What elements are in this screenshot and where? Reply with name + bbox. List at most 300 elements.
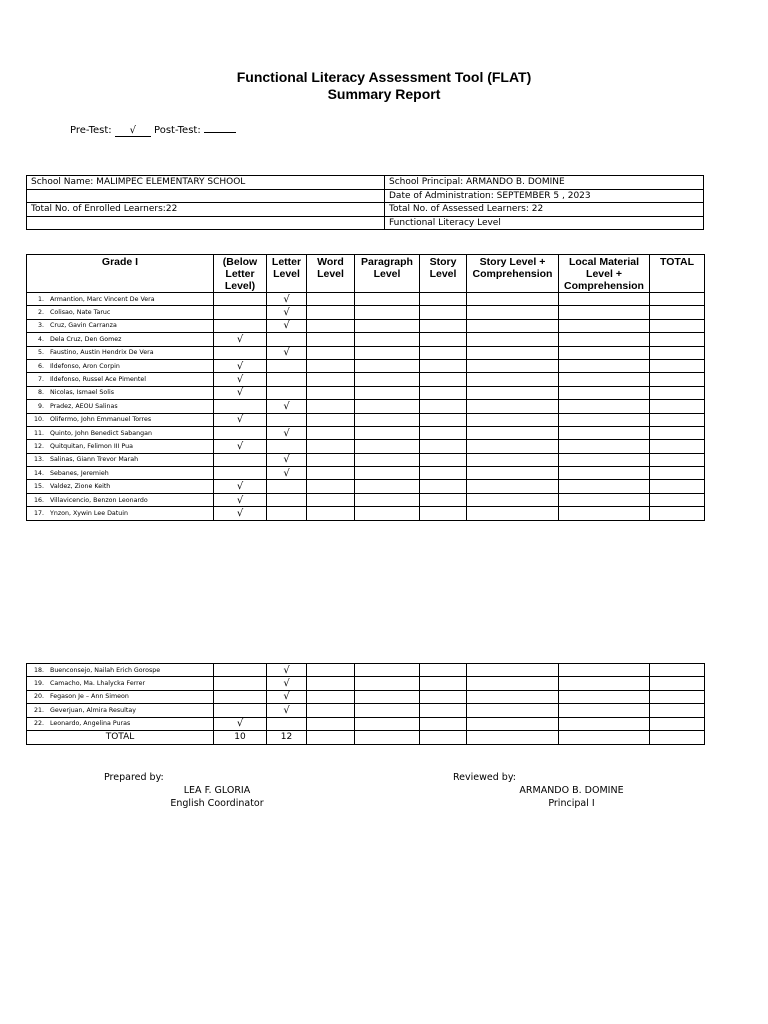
learner-name: Leonardo, Angelina Puras xyxy=(50,720,131,728)
level-check-cell xyxy=(307,413,355,426)
level-check-cell xyxy=(559,346,650,359)
level-check-cell xyxy=(355,386,420,399)
level-check-cell xyxy=(559,306,650,319)
level-check-cell xyxy=(307,717,355,730)
level-check-cell xyxy=(467,440,559,453)
level-check-cell: √ xyxy=(267,690,307,703)
learner-name-cell xyxy=(27,413,214,426)
level-check-cell xyxy=(467,664,559,677)
learner-name: Ildefonso, Aron Corpin xyxy=(50,362,120,370)
level-check-cell xyxy=(650,386,705,399)
level-check-cell xyxy=(559,480,650,493)
level-check-cell xyxy=(267,373,307,386)
level-check-cell xyxy=(355,413,420,426)
header-story: Story Level xyxy=(420,255,467,293)
level-check-cell xyxy=(467,704,559,717)
level-check-cell xyxy=(559,690,650,703)
enrolled-learners: Total No. of Enrolled Learners:22 xyxy=(27,203,385,217)
level-check-cell: √ xyxy=(267,453,307,466)
level-check-cell xyxy=(559,704,650,717)
level-check-cell xyxy=(467,413,559,426)
learner-name: Villavicencio, Benzon Leonardo xyxy=(50,496,148,504)
level-check-cell xyxy=(650,480,705,493)
learner-name: Valdez, Zione Keith xyxy=(50,483,111,491)
level-check-cell: √ xyxy=(267,293,307,306)
level-check-cell xyxy=(355,493,420,506)
assessment-table-continued xyxy=(26,663,705,745)
level-check-cell xyxy=(467,717,559,730)
level-check-cell xyxy=(467,426,559,439)
learner-name-cell xyxy=(27,386,214,399)
level-check-cell xyxy=(650,690,705,703)
learner-name: Geverjuan, Almira Resultay xyxy=(50,706,136,714)
level-check-cell xyxy=(214,400,267,413)
pretest-label: Pre-Test: xyxy=(70,125,112,136)
header-total: TOTAL xyxy=(650,255,705,293)
level-check-cell xyxy=(267,480,307,493)
level-check-cell xyxy=(559,293,650,306)
level-check-cell: √ xyxy=(267,319,307,332)
learner-name: Ildefonso, Russel Ace Pimentel xyxy=(50,376,146,384)
level-check-cell xyxy=(650,493,705,506)
learner-number: 20. xyxy=(33,693,44,701)
level-check-cell xyxy=(467,373,559,386)
learner-number: 4. xyxy=(37,335,44,343)
level-check-cell xyxy=(559,717,650,730)
level-check-cell xyxy=(420,677,467,690)
level-check-cell: √ xyxy=(214,373,267,386)
level-check-cell xyxy=(467,319,559,332)
learner-row xyxy=(27,690,705,703)
level-check-cell xyxy=(307,306,355,319)
level-check-cell xyxy=(267,507,307,520)
learner-name-cell xyxy=(27,704,214,717)
level-check-cell xyxy=(467,386,559,399)
level-check-cell xyxy=(467,467,559,480)
learner-number: 11. xyxy=(33,429,44,437)
level-check-cell xyxy=(267,333,307,346)
level-check-cell xyxy=(307,467,355,480)
level-check-cell xyxy=(307,346,355,359)
level-check-cell xyxy=(467,333,559,346)
level-check-cell xyxy=(650,373,705,386)
learner-row xyxy=(27,373,705,386)
level-check-cell xyxy=(650,306,705,319)
level-check-cell xyxy=(650,426,705,439)
level-check-cell xyxy=(420,467,467,480)
level-check-cell xyxy=(355,346,420,359)
learner-name: Camacho, Ma. Lhalycka Ferrer xyxy=(50,680,146,688)
learner-name: Fegason Je – Ann Simeon xyxy=(50,693,129,701)
level-check-cell xyxy=(420,704,467,717)
level-check-cell: √ xyxy=(267,704,307,717)
level-check-cell: √ xyxy=(214,480,267,493)
level-check-cell xyxy=(355,704,420,717)
learner-row xyxy=(27,704,705,717)
level-check-cell xyxy=(559,359,650,372)
total-cell xyxy=(559,730,650,744)
level-check-cell xyxy=(307,480,355,493)
level-check-cell xyxy=(420,413,467,426)
level-check-cell xyxy=(355,507,420,520)
header-paragraph: Paragraph Level xyxy=(355,255,420,293)
level-check-cell xyxy=(420,717,467,730)
learner-name-cell xyxy=(27,453,214,466)
level-check-cell: √ xyxy=(214,507,267,520)
level-check-cell xyxy=(307,704,355,717)
learner-name: Quinto, John Benedict Sabangan xyxy=(50,429,152,437)
learner-name-cell xyxy=(27,440,214,453)
reviewed-by-label: Reviewed by: xyxy=(453,772,516,783)
level-check-cell xyxy=(559,664,650,677)
learner-number: 5. xyxy=(37,349,44,357)
learner-row xyxy=(27,386,705,399)
level-check-cell xyxy=(420,359,467,372)
level-check-cell: √ xyxy=(214,413,267,426)
level-check-cell: √ xyxy=(214,717,267,730)
learner-name-cell xyxy=(27,346,214,359)
learner-name: Dela Cruz, Den Gomez xyxy=(50,335,122,343)
learner-name-cell xyxy=(27,373,214,386)
level-check-cell: √ xyxy=(214,493,267,506)
level-check-cell xyxy=(214,704,267,717)
level-check-cell xyxy=(559,426,650,439)
level-check-cell xyxy=(267,493,307,506)
date-of-administration: Date of Administration: SEPTEMBER 5 , 2023 xyxy=(385,189,704,203)
level-check-cell xyxy=(307,690,355,703)
total-cell: 12 xyxy=(267,730,307,744)
learner-name-cell xyxy=(27,319,214,332)
level-check-cell xyxy=(467,480,559,493)
assessed-learners: Total No. of Assessed Learners: 22 xyxy=(385,203,704,217)
assessment-table xyxy=(26,254,705,521)
level-check-cell xyxy=(307,400,355,413)
level-check-cell xyxy=(355,717,420,730)
report-title: Functional Literacy Assessment Tool (FLAT) xyxy=(236,69,532,85)
level-check-cell xyxy=(467,400,559,413)
level-check-cell xyxy=(420,480,467,493)
learner-name-cell xyxy=(27,493,214,506)
level-check-cell xyxy=(650,664,705,677)
level-check-cell xyxy=(355,677,420,690)
level-check-cell xyxy=(650,467,705,480)
level-check-cell xyxy=(650,507,705,520)
learner-number: 22. xyxy=(33,720,44,728)
learner-row xyxy=(27,677,705,690)
level-check-cell xyxy=(420,293,467,306)
posttest-label: Post-Test: xyxy=(154,125,201,136)
learner-number: 18. xyxy=(33,666,44,674)
level-check-cell xyxy=(559,467,650,480)
level-check-cell xyxy=(307,664,355,677)
level-check-cell xyxy=(267,717,307,730)
level-check-cell: √ xyxy=(267,306,307,319)
learner-row xyxy=(27,319,705,332)
functional-literacy-level: Functional Literacy Level xyxy=(385,216,704,230)
learner-name-cell xyxy=(27,306,214,319)
level-check-cell xyxy=(559,413,650,426)
level-check-cell xyxy=(214,664,267,677)
learner-row xyxy=(27,440,705,453)
learner-row xyxy=(27,333,705,346)
level-check-cell xyxy=(267,386,307,399)
level-check-cell xyxy=(467,493,559,506)
learner-number: 14. xyxy=(33,469,44,477)
reviewed-by-name: ARMANDO B. DOMINE xyxy=(519,785,624,796)
level-check-cell xyxy=(420,690,467,703)
level-check-cell: √ xyxy=(267,467,307,480)
learner-row xyxy=(27,493,705,506)
level-check-cell xyxy=(650,293,705,306)
level-check-cell xyxy=(307,359,355,372)
learner-row xyxy=(27,467,705,480)
report-subtitle: Summary Report xyxy=(327,86,441,102)
header-letter: Letter Level xyxy=(267,255,307,293)
level-check-cell xyxy=(559,493,650,506)
learner-row xyxy=(27,717,705,730)
learner-name: Colisao, Nate Taruc xyxy=(50,309,111,317)
level-check-cell xyxy=(355,453,420,466)
level-check-cell xyxy=(650,413,705,426)
learner-name-cell xyxy=(27,690,214,703)
level-check-cell xyxy=(467,306,559,319)
level-check-cell: √ xyxy=(214,440,267,453)
learner-number: 3. xyxy=(37,322,44,330)
level-check-cell xyxy=(467,346,559,359)
level-check-cell xyxy=(214,293,267,306)
learner-number: 7. xyxy=(37,376,44,384)
level-check-cell xyxy=(420,664,467,677)
learner-row xyxy=(27,426,705,439)
level-check-cell xyxy=(420,319,467,332)
learner-name: Armantion, Marc Vincent De Vera xyxy=(50,295,155,303)
learner-number: 12. xyxy=(33,442,44,450)
level-check-cell xyxy=(307,453,355,466)
learner-row xyxy=(27,413,705,426)
level-check-cell xyxy=(214,319,267,332)
prepared-by-label: Prepared by: xyxy=(104,772,164,783)
level-check-cell xyxy=(467,293,559,306)
level-check-cell xyxy=(355,319,420,332)
level-check-cell xyxy=(650,704,705,717)
level-check-cell xyxy=(307,373,355,386)
level-check-cell xyxy=(420,346,467,359)
level-check-cell xyxy=(467,690,559,703)
learner-name: Sebanes, Jeremieh xyxy=(50,469,109,477)
level-check-cell: √ xyxy=(214,359,267,372)
learner-number: 17. xyxy=(33,509,44,517)
header-below-letter: (Below Letter Level) xyxy=(214,255,267,293)
learner-name-cell xyxy=(27,333,214,346)
level-check-cell xyxy=(307,293,355,306)
learner-name-cell xyxy=(27,677,214,690)
learner-number: 10. xyxy=(33,416,44,424)
learner-number: 13. xyxy=(33,456,44,464)
total-cell xyxy=(650,730,705,744)
level-check-cell xyxy=(420,453,467,466)
level-check-cell xyxy=(559,400,650,413)
school-principal: School Principal: ARMANDO B. DOMINE xyxy=(385,176,704,190)
level-check-cell xyxy=(307,493,355,506)
level-check-cell xyxy=(467,453,559,466)
level-check-cell xyxy=(650,717,705,730)
learner-number: 19. xyxy=(33,680,44,688)
info-empty-cell xyxy=(27,216,385,230)
learner-number: 15. xyxy=(33,483,44,491)
reviewed-by-title: Principal I xyxy=(548,798,595,809)
level-check-cell xyxy=(214,346,267,359)
posttest-blank xyxy=(204,132,236,133)
level-check-cell xyxy=(559,677,650,690)
level-check-cell: √ xyxy=(267,346,307,359)
level-check-cell xyxy=(267,440,307,453)
header-story-comprehension: Story Level + Comprehension xyxy=(467,255,559,293)
level-check-cell xyxy=(467,677,559,690)
learner-number: 16. xyxy=(33,496,44,504)
learner-name: Cruz, Gavin Carranza xyxy=(50,322,117,330)
level-check-cell xyxy=(420,373,467,386)
learner-row xyxy=(27,346,705,359)
learner-row xyxy=(27,664,705,677)
learner-row xyxy=(27,400,705,413)
level-check-cell: √ xyxy=(267,677,307,690)
level-check-cell xyxy=(650,333,705,346)
learner-name: Nicolas, Ismael Solis xyxy=(50,389,115,397)
level-check-cell xyxy=(420,386,467,399)
total-row xyxy=(27,730,705,744)
learner-row xyxy=(27,306,705,319)
level-check-cell xyxy=(420,306,467,319)
learner-name-cell xyxy=(27,664,214,677)
level-check-cell xyxy=(307,507,355,520)
level-check-cell xyxy=(420,493,467,506)
level-check-cell: √ xyxy=(214,386,267,399)
learner-number: 8. xyxy=(37,389,44,397)
prepared-by-name: LEA F. GLORIA xyxy=(183,785,251,796)
level-check-cell xyxy=(355,333,420,346)
learner-name-cell xyxy=(27,293,214,306)
level-check-cell xyxy=(467,507,559,520)
learner-number: 21. xyxy=(33,706,44,714)
level-check-cell xyxy=(355,293,420,306)
level-check-cell xyxy=(267,413,307,426)
level-check-cell xyxy=(307,386,355,399)
level-check-cell xyxy=(420,333,467,346)
level-check-cell xyxy=(420,507,467,520)
prepared-by-title: English Coordinator xyxy=(170,798,264,809)
test-type-line xyxy=(70,125,236,137)
level-check-cell xyxy=(420,400,467,413)
school-info-table xyxy=(26,175,704,230)
level-check-cell xyxy=(214,453,267,466)
info-empty-cell xyxy=(27,189,385,203)
level-check-cell xyxy=(420,426,467,439)
learner-row xyxy=(27,293,705,306)
header-word: Word Level xyxy=(307,255,355,293)
learner-name-cell xyxy=(27,480,214,493)
total-cell xyxy=(420,730,467,744)
learner-name-cell xyxy=(27,467,214,480)
level-check-cell xyxy=(467,359,559,372)
level-check-cell xyxy=(650,440,705,453)
learner-name-cell xyxy=(27,359,214,372)
learner-name: Salinas, Giann Trevor Marah xyxy=(50,456,139,464)
level-check-cell xyxy=(355,480,420,493)
level-check-cell xyxy=(559,373,650,386)
school-name: School Name: MALIMPEC ELEMENTARY SCHOOL xyxy=(27,176,385,190)
total-cell xyxy=(307,730,355,744)
learner-number: 6. xyxy=(37,362,44,370)
learner-name: Faustino, Austin Hendrix De Vera xyxy=(50,349,154,357)
learner-name-cell xyxy=(27,426,214,439)
level-check-cell xyxy=(214,690,267,703)
level-check-cell xyxy=(559,386,650,399)
learner-number: 9. xyxy=(37,402,44,410)
learner-name: Quitquitan, Felimon III Pua xyxy=(50,442,133,450)
level-check-cell: √ xyxy=(214,333,267,346)
level-check-cell xyxy=(650,677,705,690)
learner-name: Ynzon, Xywin Lee Datuin xyxy=(50,509,128,517)
level-check-cell xyxy=(307,319,355,332)
level-check-cell xyxy=(355,306,420,319)
level-check-cell xyxy=(355,690,420,703)
level-check-cell xyxy=(214,426,267,439)
level-check-cell xyxy=(267,359,307,372)
level-check-cell xyxy=(214,306,267,319)
level-check-cell xyxy=(307,677,355,690)
total-cell xyxy=(467,730,559,744)
level-check-cell xyxy=(214,677,267,690)
learner-name: Buenconsejo, Nailah Erich Gorospe xyxy=(50,666,161,674)
level-check-cell xyxy=(355,359,420,372)
level-check-cell xyxy=(559,440,650,453)
level-check-cell xyxy=(355,373,420,386)
level-check-cell xyxy=(355,467,420,480)
level-check-cell xyxy=(559,453,650,466)
learner-row xyxy=(27,359,705,372)
learner-name-cell xyxy=(27,717,214,730)
level-check-cell xyxy=(355,440,420,453)
level-check-cell xyxy=(214,467,267,480)
level-check-cell: √ xyxy=(267,664,307,677)
level-check-cell xyxy=(559,507,650,520)
level-check-cell xyxy=(650,359,705,372)
total-cell xyxy=(355,730,420,744)
level-check-cell xyxy=(355,400,420,413)
level-check-cell xyxy=(650,319,705,332)
pretest-blank: √ xyxy=(115,125,151,137)
level-check-cell: √ xyxy=(267,400,307,413)
level-check-cell xyxy=(355,664,420,677)
learner-name: Olifermo, John Emmanuel Torres xyxy=(50,416,152,424)
level-check-cell xyxy=(650,453,705,466)
learner-name-cell xyxy=(27,507,214,520)
header-grade: Grade I xyxy=(27,255,214,293)
level-check-cell xyxy=(420,440,467,453)
total-label: TOTAL xyxy=(27,730,214,744)
level-check-cell: √ xyxy=(267,426,307,439)
level-check-cell xyxy=(650,400,705,413)
learner-row xyxy=(27,507,705,520)
level-check-cell xyxy=(307,440,355,453)
level-check-cell xyxy=(355,426,420,439)
header-local-material: Local Material Level + Comprehension xyxy=(559,255,650,293)
level-check-cell xyxy=(307,333,355,346)
learner-row xyxy=(27,480,705,493)
level-check-cell xyxy=(650,346,705,359)
learner-name-cell xyxy=(27,400,214,413)
level-check-cell xyxy=(559,333,650,346)
